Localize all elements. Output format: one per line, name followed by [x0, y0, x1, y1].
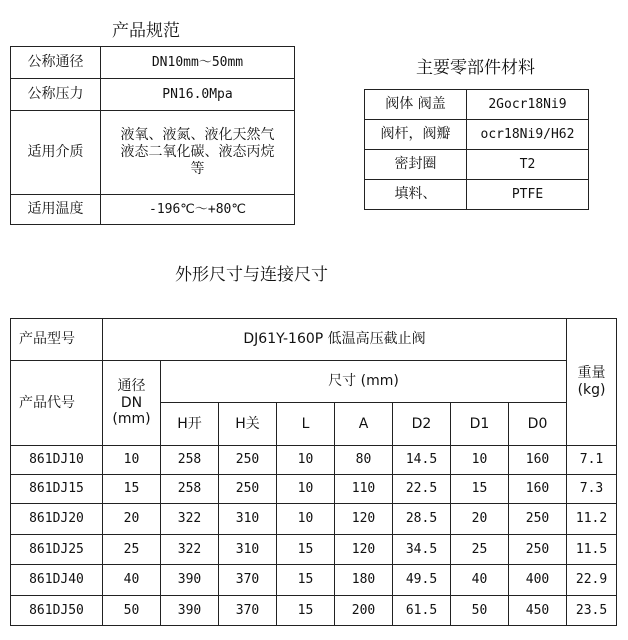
size-header: 尺寸 (mm) [161, 361, 567, 403]
dn-header-line: DN [120, 394, 143, 411]
cell-d2: 28.5 [393, 504, 451, 535]
model-row [11, 319, 617, 361]
cell-h-close: 310 [219, 535, 277, 565]
material-part: 阀杆，阀瓣 [365, 120, 467, 150]
spec-label: 公称通径 [11, 47, 101, 79]
cell-l: 15 [277, 596, 335, 626]
cell-d1: 10 [451, 446, 509, 475]
cell-h-open: 258 [161, 446, 219, 475]
cell-weight: 7.3 [567, 475, 617, 504]
spec-media-value [101, 111, 295, 195]
spec-media-line: 等 [190, 160, 205, 177]
cell-d0: 160 [509, 475, 567, 504]
material-value: ocr18Ni9/H62 [467, 120, 589, 150]
cell-h-open: 390 [161, 565, 219, 596]
cell-d0: 160 [509, 446, 567, 475]
weight-header [567, 319, 617, 446]
spec-value: PN16.0Mpa [101, 79, 295, 111]
cell-h-close: 370 [219, 596, 277, 626]
materials-row [365, 120, 589, 150]
cell-h-close: 250 [219, 446, 277, 475]
cell-weight: 7.1 [567, 446, 617, 475]
column-header: D0 [509, 403, 567, 446]
cell-code: 861DJ15 [11, 475, 103, 504]
cell-h-open: 322 [161, 535, 219, 565]
cell-d1: 25 [451, 535, 509, 565]
code-label: 产品代号 [11, 361, 103, 446]
table-row [11, 475, 617, 504]
dn-header-line: 通径 [117, 377, 146, 394]
cell-a: 180 [335, 565, 393, 596]
cell-code: 861DJ50 [11, 596, 103, 626]
cell-d0: 250 [509, 535, 567, 565]
cell-code: 861DJ10 [11, 446, 103, 475]
table-row [11, 535, 617, 565]
materials-table [364, 89, 589, 210]
material-part: 密封圈 [365, 150, 467, 180]
cell-d0: 450 [509, 596, 567, 626]
spec-label: 适用介质 [11, 111, 101, 195]
dn-header-line: (mm) [112, 411, 151, 428]
material-part: 填料、 [365, 180, 467, 210]
column-header: H开 [161, 403, 219, 446]
cell-d1: 20 [451, 504, 509, 535]
table-row [11, 565, 617, 596]
spec-row [11, 79, 295, 111]
spec-row [11, 47, 295, 79]
materials-row [365, 180, 589, 210]
material-value: 2Gocr18Ni9 [467, 90, 589, 120]
spec-label: 适用温度 [11, 195, 101, 225]
cell-dn: 15 [103, 475, 161, 504]
cell-d0: 400 [509, 565, 567, 596]
cell-a: 80 [335, 446, 393, 475]
column-header: L [277, 403, 335, 446]
spec-title: 产品规范 [112, 21, 180, 41]
dimensions-body [11, 446, 617, 626]
cell-d1: 40 [451, 565, 509, 596]
material-value: T2 [467, 150, 589, 180]
cell-dn: 10 [103, 446, 161, 475]
cell-dn: 50 [103, 596, 161, 626]
cell-d1: 15 [451, 475, 509, 504]
materials-row [365, 90, 589, 120]
cell-weight: 11.5 [567, 535, 617, 565]
material-value: PTFE [467, 180, 589, 210]
dn-header [103, 361, 161, 446]
column-header: A [335, 403, 393, 446]
cell-d0: 250 [509, 504, 567, 535]
cell-h-close: 370 [219, 565, 277, 596]
cell-dn: 25 [103, 535, 161, 565]
table-row [11, 446, 617, 475]
cell-code: 861DJ25 [11, 535, 103, 565]
cell-d2: 14.5 [393, 446, 451, 475]
dimensions-title: 外形尺寸与连接尺寸 [175, 265, 328, 285]
cell-l: 15 [277, 535, 335, 565]
table-row [11, 596, 617, 626]
cell-weight: 22.9 [567, 565, 617, 596]
spec-row [11, 195, 295, 225]
cell-l: 10 [277, 504, 335, 535]
cell-d2: 49.5 [393, 565, 451, 596]
cell-l: 10 [277, 446, 335, 475]
cell-l: 15 [277, 565, 335, 596]
dimensions-table [10, 318, 617, 626]
spec-media-line: 液态二氧化碳、液态丙烷 [120, 144, 275, 161]
column-header: D2 [393, 403, 451, 446]
table-row [11, 504, 617, 535]
cell-code: 861DJ20 [11, 504, 103, 535]
column-header: H关 [219, 403, 277, 446]
spec-media-line: 液氧、液氮、液化天然气 [120, 127, 275, 144]
cell-d2: 61.5 [393, 596, 451, 626]
model-label: 产品型号 [11, 319, 103, 361]
cell-h-close: 250 [219, 475, 277, 504]
spec-value: DN10mm～50mm [101, 47, 295, 79]
spec-value: -196℃～+80℃ [101, 195, 295, 225]
cell-d2: 34.5 [393, 535, 451, 565]
materials-title: 主要零部件材料 [416, 58, 535, 78]
size-header-row [11, 361, 617, 403]
cell-h-open: 322 [161, 504, 219, 535]
cell-l: 10 [277, 475, 335, 504]
cell-a: 120 [335, 504, 393, 535]
weight-header-line: (kg) [577, 382, 606, 398]
cell-d2: 22.5 [393, 475, 451, 504]
cell-a: 120 [335, 535, 393, 565]
column-header: D1 [451, 403, 509, 446]
spec-row [11, 111, 295, 195]
cell-a: 200 [335, 596, 393, 626]
materials-row [365, 150, 589, 180]
cell-dn: 40 [103, 565, 161, 596]
cell-d1: 50 [451, 596, 509, 626]
cell-h-close: 310 [219, 504, 277, 535]
cell-weight: 11.2 [567, 504, 617, 535]
cell-dn: 20 [103, 504, 161, 535]
cell-code: 861DJ40 [11, 565, 103, 596]
material-part: 阀体 阀盖 [365, 90, 467, 120]
cell-h-open: 390 [161, 596, 219, 626]
cell-h-open: 258 [161, 475, 219, 504]
spec-label: 公称压力 [11, 79, 101, 111]
weight-header-line: 重量 [577, 365, 606, 382]
cell-weight: 23.5 [567, 596, 617, 626]
cell-a: 110 [335, 475, 393, 504]
spec-table [10, 46, 295, 225]
model-value: DJ61Y-160P 低温高压截止阀 [103, 319, 567, 361]
